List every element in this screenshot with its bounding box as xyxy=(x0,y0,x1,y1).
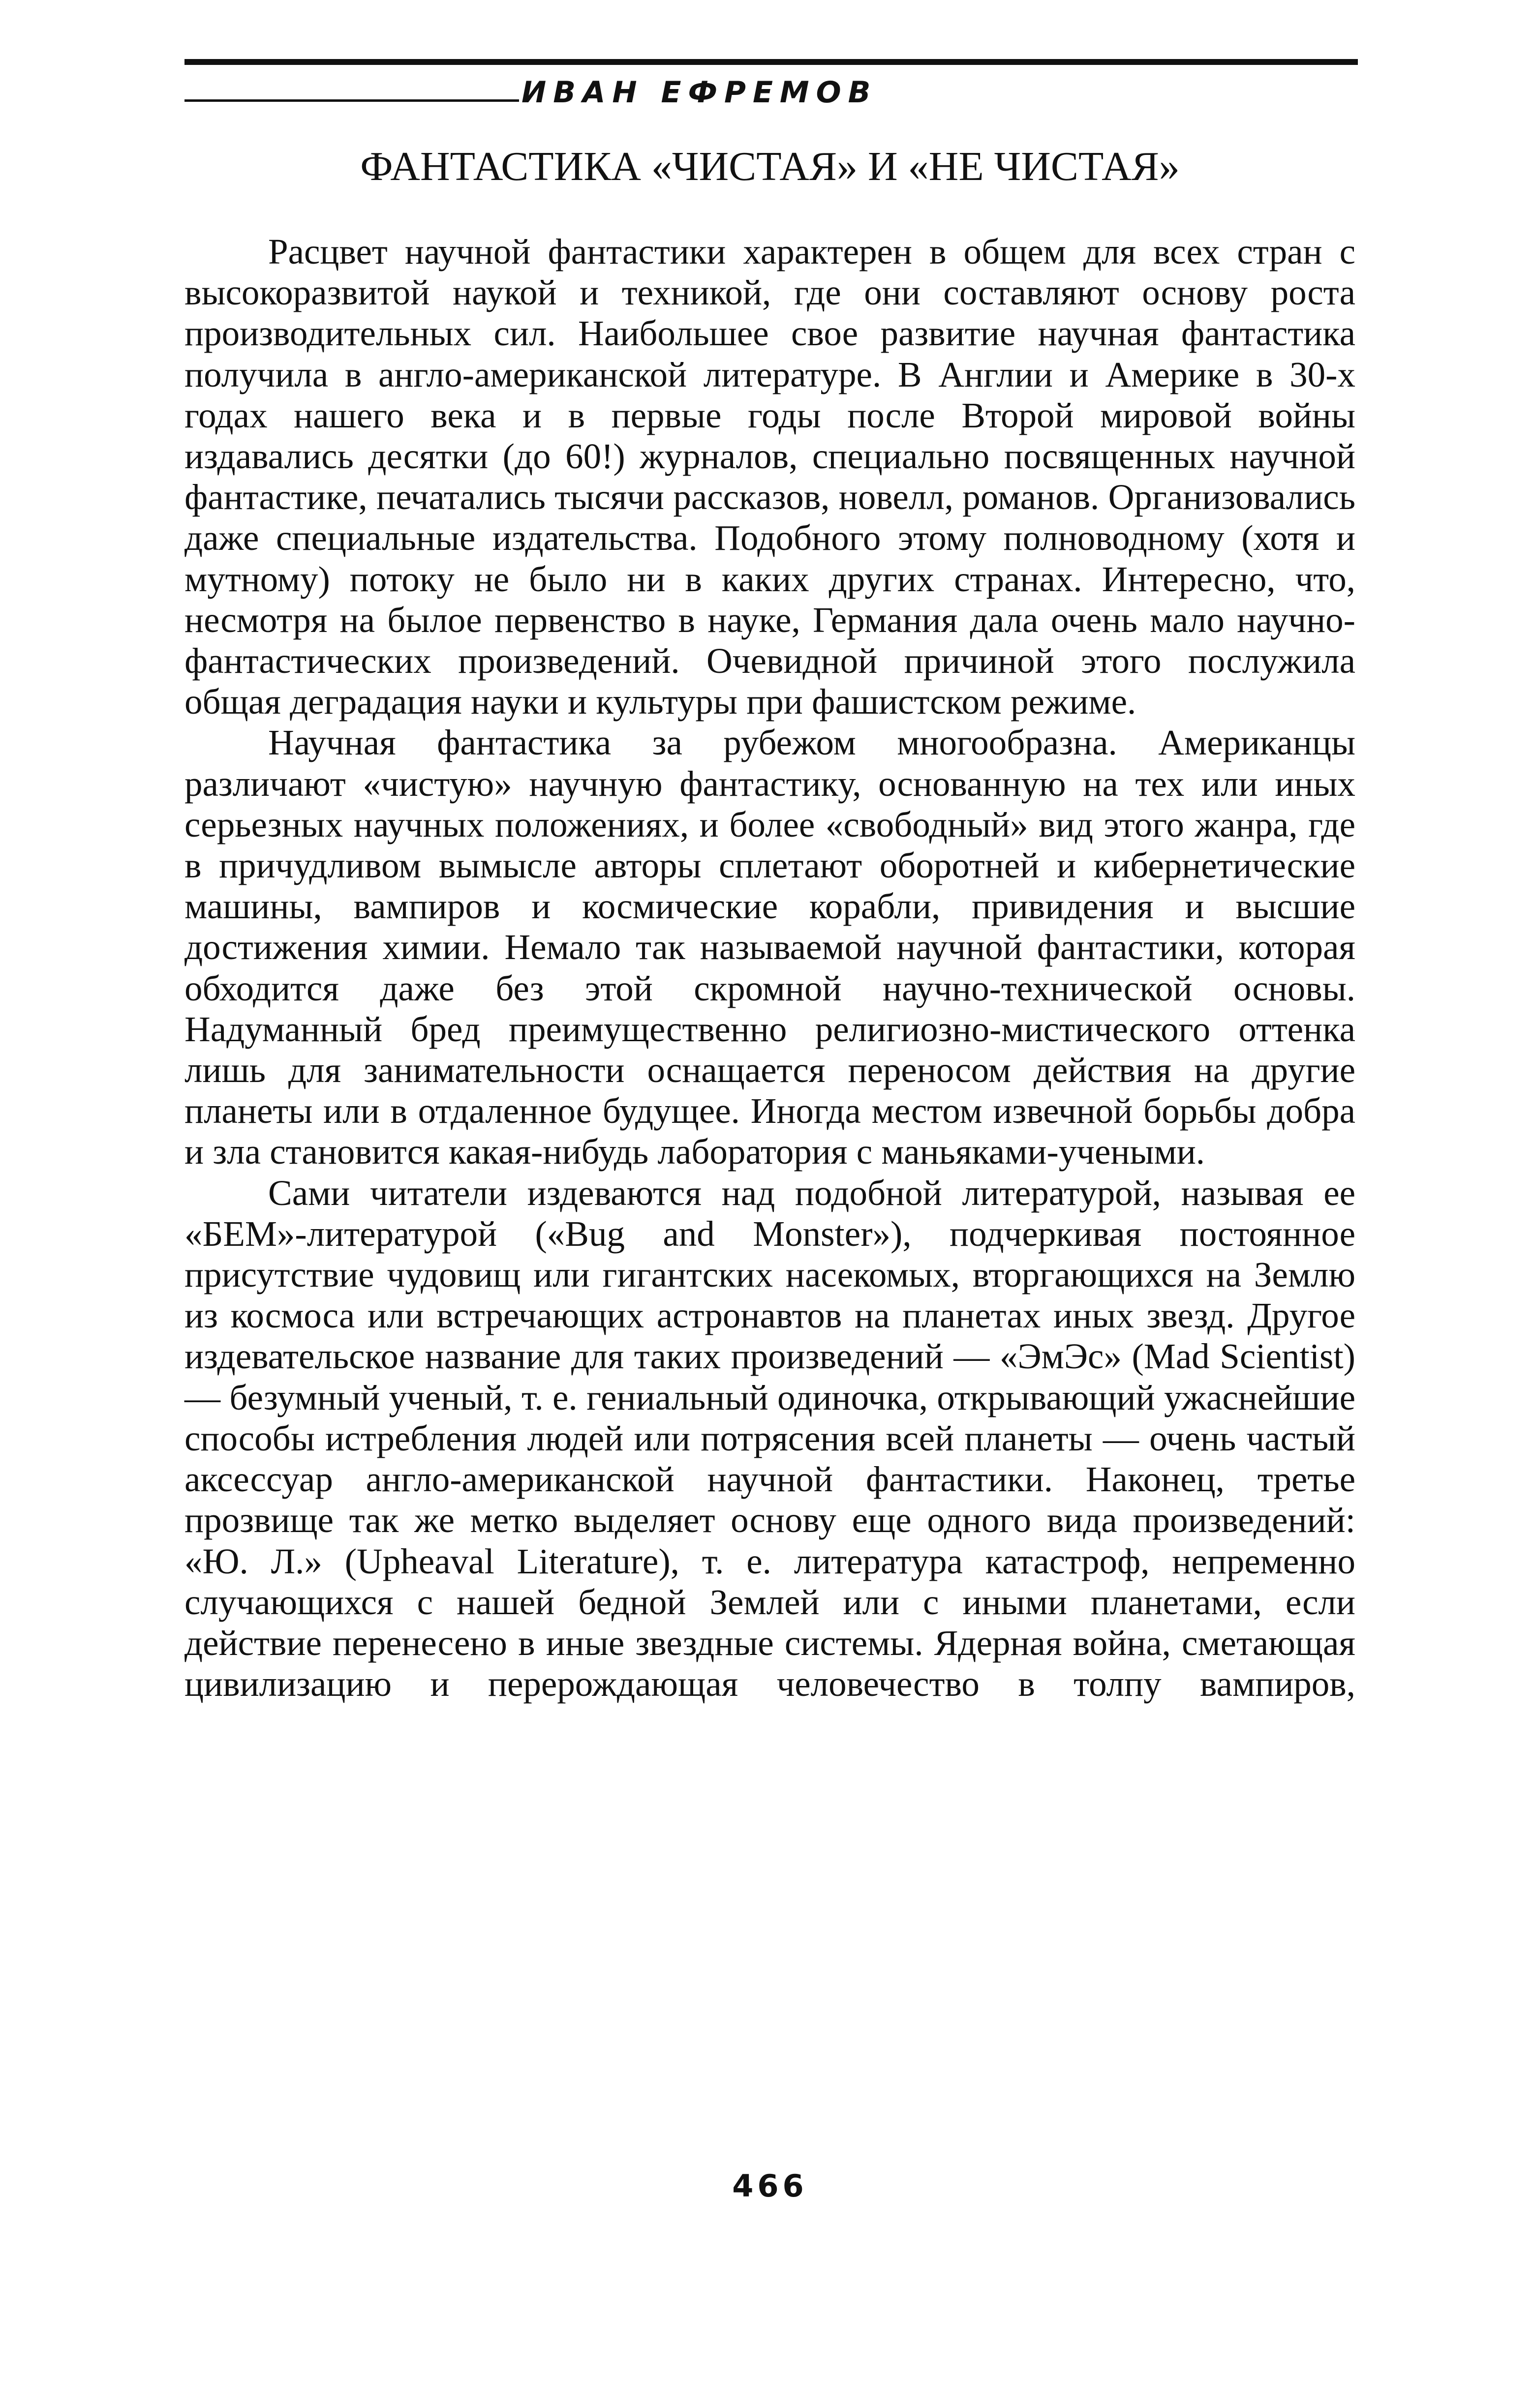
header-rule xyxy=(184,59,1358,65)
running-head: ИВАН ЕФРЕМОВ xyxy=(522,75,878,110)
running-head-rule xyxy=(184,99,519,102)
paragraph: Расцвет научной фантастики характерен в общем для всех стран с высокоразвитой наукой и техникой, где они составляют основу роста производительных сил. Наибольшее свое развитие научная фантастика получила в англо-американской литературе. В Англии и Америке в 30-х годах нашего века и в первые годы после Второй мировой войны издавались десятки (до 60!) журналов, специально посвященных научной фантастике, печатались тысячи рассказов, новелл, романов. Организовались даже специальные издательства. Подобного этому полноводному (хотя и мутному) потоку не было ни в каких других странах. Интересно, что, несмотря на былое первенство в науке, Германия дала очень мало научно-фантастических произведений. Очевидной причиной этого послужила общая деградация науки и культуры при фашистском режиме. xyxy=(184,232,1355,722)
body-text xyxy=(184,231,1355,1704)
paragraph: Сами читатели издеваются над подобной литературой, называя ее «БЕМ»-литературой («Bug and Monster»), подчеркивая постоянное присутствие чудовищ или гигантских насекомых, вторгающихся на Землю из космоса или встречающих астронавтов на планетах иных звезд. Другое издевательское название для таких произведений — «ЭмЭс» (Mad Scientist) — безумный ученый, т. е. гениальный одиночка, открывающий ужаснейшие способы истребления людей или потрясения всей планеты — очень частый аксессуар англо-американской научной фантастики. Наконец, третье прозвище так же метко выделяет основу еще одного вида произведений: «Ю. Л.» (Upheaval Literature), т. е. литература катастроф, непременно случающихся с нашей бедной Землей или с иными планетами, если действие перенесено в иные звездные системы. Ядерная война, сметающая цивилизацию и перерождающая человечество в толпу вампиров, xyxy=(184,1173,1355,1704)
chapter-title: ФАНТАСТИКА «ЧИСТАЯ» И «НЕ ЧИСТАЯ» xyxy=(360,144,1180,189)
paragraph: Научная фантастика за рубежом многообразна. Американцы различают «чистую» научную фантастику, основанную на тех или иных серьезных научных положениях, и более «свободный» вид этого жанра, где в причудливом вымысле авторы сплетают оборотней и кибернетические машины, вампиров и космические корабли, привидения и высшие достижения химии. Немало так называемой научной фантастики, которая обходится даже без этой скромной научно-технической основы. Надуманный бред преимущественно религиозно-мистического оттенка лишь для занимательности оснащается переносом действия на другие планеты или в отдаленное будущее. Иногда местом извечной борьбы добра и зла становится какая-нибудь лаборатория с маньяками-учеными. xyxy=(184,722,1355,1172)
page-number: 466 xyxy=(732,2168,808,2204)
